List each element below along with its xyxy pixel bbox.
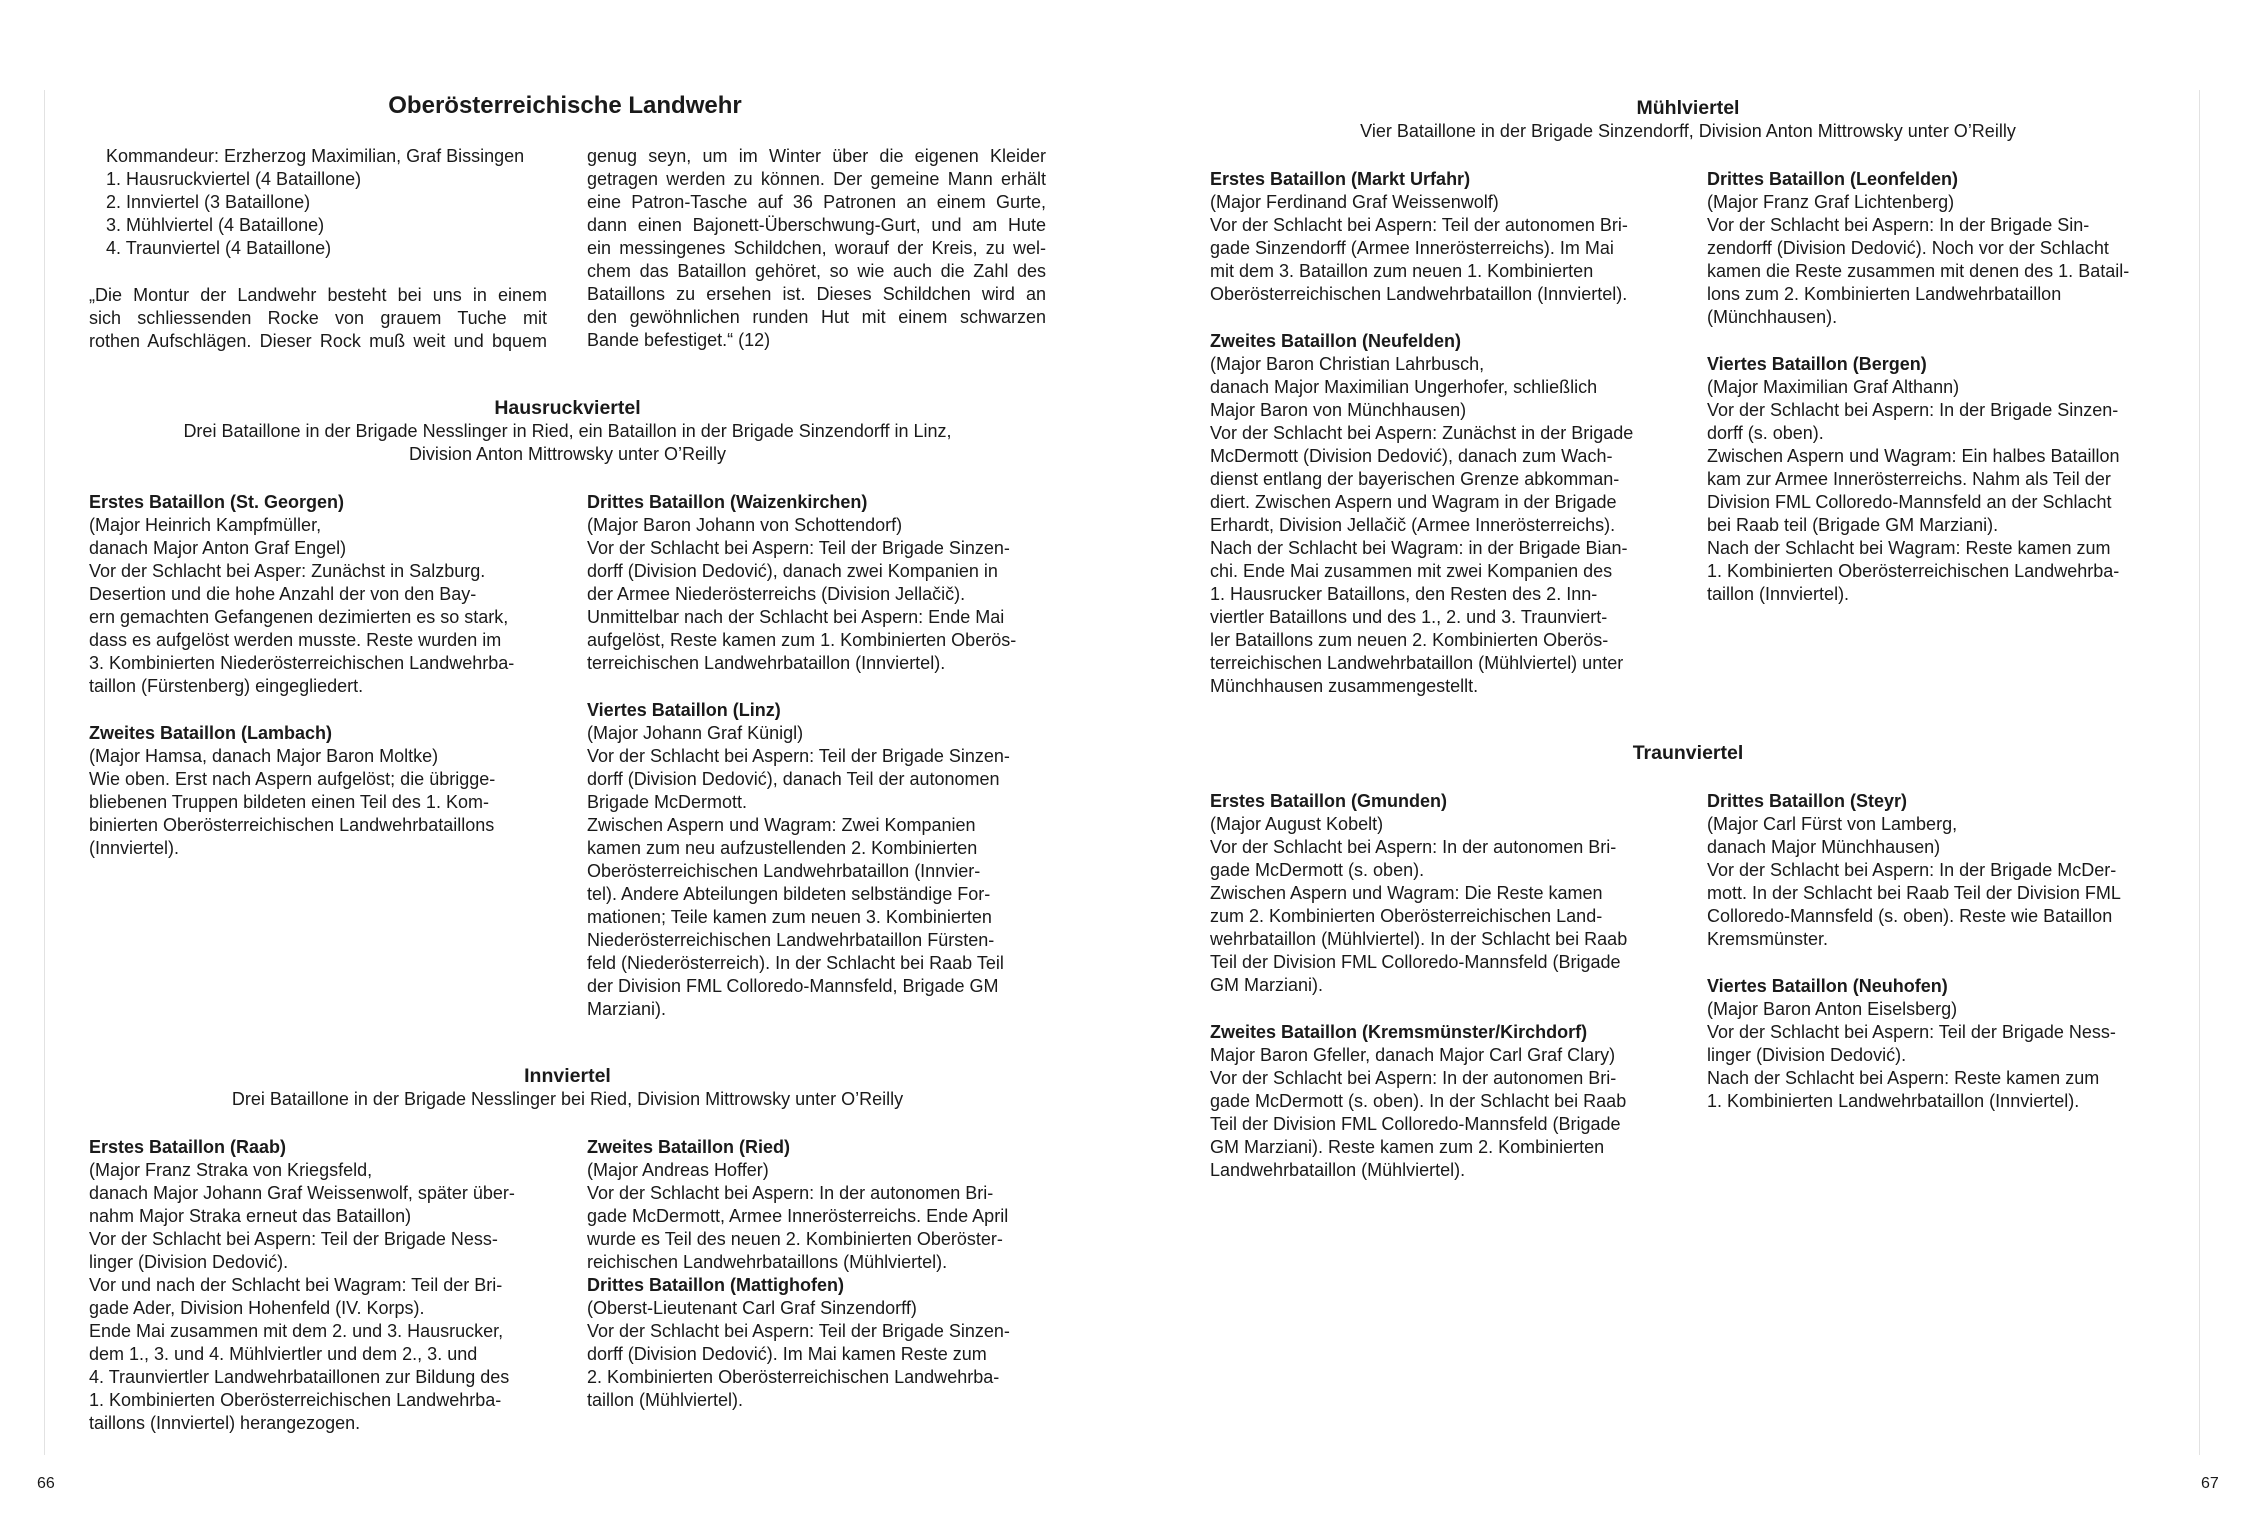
- traun-battalion-3: [1707, 790, 2167, 951]
- battalion-line: Vor der Schlacht bei Aspern: In der Brigade Sinzen-: [1707, 400, 2119, 420]
- battalion-line: Vor der Schlacht bei Aspern: In der Brigade Sin-: [1707, 215, 2090, 235]
- battalion-line: Nach der Schlacht bei Wagram: Reste kamen zum: [1707, 538, 2111, 558]
- hausruck-battalion-1: [89, 491, 549, 698]
- battalion-line: Colloredo-Mannsfeld (s. oben). Reste wie Bataillon: [1707, 906, 2113, 926]
- battalion-heading: Drittes Bataillon (Steyr): [1707, 791, 1908, 811]
- battalion-heading: Viertes Bataillon (Linz): [587, 700, 781, 720]
- quote-line: chem das Bataillon gehöret, so wie auch die Zahl des: [587, 261, 1046, 281]
- inn-battalion-2: [587, 1136, 1047, 1274]
- battalion-line: kamen zum neu aufzustellenden 2. Kombinierten: [587, 838, 978, 858]
- battalion-line: Landwehrbataillon (Mühlviertel).: [1210, 1160, 1466, 1180]
- battalion-line: 1. Kombinierten Landwehrbataillon (Innviertel).: [1707, 1091, 2080, 1111]
- battalion-line: (Innviertel).: [89, 838, 180, 858]
- battalion-line: dorff (Division Dedović). Im Mai kamen Reste zum: [587, 1344, 987, 1364]
- battalion-line: linger (Division Dedović).: [89, 1252, 289, 1272]
- intro-line: 3. Mühlviertel (4 Bataillone): [106, 215, 325, 235]
- battalion-line: (Major Carl Fürst von Lamberg,: [1707, 814, 1958, 834]
- battalion-line: Niederösterreichischen Landwehrbataillon Fürsten-: [587, 930, 995, 950]
- battalion-line: gade McDermott (s. oben).: [1210, 860, 1425, 880]
- battalion-line: viertler Bataillons und des 1., 2. und 3. Traunviert-: [1210, 607, 1608, 627]
- battalion-line: Major Baron Gfeller, danach Major Carl Graf Clary): [1210, 1045, 1616, 1065]
- muehl-battalion-4: [1707, 353, 2167, 606]
- battalion-line: 1. Hausrucker Bataillons, den Resten des 2. Inn-: [1210, 584, 1598, 604]
- battalion-line: der Division FML Colloredo-Mannsfeld, Brigade GM: [587, 976, 999, 996]
- quote-line: Bataillons zu ersehen ist. Dieses Schildchen wird an: [587, 284, 1046, 304]
- battalion-line: Zwischen Aspern und Wagram: Die Reste kamen: [1210, 883, 1603, 903]
- battalion-line: Vor der Schlacht bei Aspern: In der Brigade McDer-: [1707, 860, 2117, 880]
- battalion-line: Vor der Schlacht bei Aspern: In der autonomen Bri-: [587, 1183, 994, 1203]
- battalion-line: lons zum 2. Kombinierten Landwehrbataillon: [1707, 284, 2062, 304]
- inn-battalion-1: [89, 1136, 549, 1435]
- battalion-line: dem 1., 3. und 4. Mühlviertler und dem 2., 3. und: [89, 1344, 478, 1364]
- battalion-line: 2. Kombinierten Oberösterreichischen Landwehrba-: [587, 1367, 1000, 1387]
- battalion-line: Oberösterreichischen Landwehrbataillon (Innvier-: [587, 861, 981, 881]
- battalion-line: aufgelöst, Reste kamen zum 1. Kombinierten Oberös-: [587, 630, 1017, 650]
- battalion-line: Vor der Schlacht bei Aspern: Zunächst in der Brigade: [1210, 423, 1634, 443]
- battalion-line: Vor der Schlacht bei Asper: Zunächst in Salzburg.: [89, 561, 486, 581]
- traun-battalion-2: [1210, 1021, 1670, 1182]
- muehl-title: Mühlviertel: [1636, 97, 1740, 119]
- muehl-battalion-3: [1707, 168, 2167, 329]
- battalion-heading: Zweites Bataillon (Lambach): [89, 723, 333, 743]
- quote-line: dann einen Bajonett-Überschwung-Gurt, und am Hute: [587, 215, 1046, 235]
- battalion-line: Zwischen Aspern und Wagram: Zwei Kompanien: [587, 815, 976, 835]
- battalion-heading: Zweites Bataillon (Neufelden): [1210, 331, 1462, 351]
- page-number-right: 67: [2201, 1475, 2219, 1492]
- battalion-line: (Major Baron Johann von Schottendorf): [587, 515, 903, 535]
- battalion-line: chi. Ende Mai zusammen mit zwei Kompanien des: [1210, 561, 1613, 581]
- left-page-edge: [44, 90, 45, 1455]
- quote-line: ein messingenes Schildchen, worauf der Kreis, zu wel-: [587, 238, 1046, 258]
- battalion-line: Unmittelbar nach der Schlacht bei Aspern: Ende Mai: [587, 607, 1005, 627]
- hausruck-subtitle: Drei Bataillone in der Brigade Nesslinger in Ried, ein Bataillon in der Brigade Sinzendorff in Linz,: [183, 421, 952, 441]
- battalion-line: 4. Traunviertler Landwehrbataillonen zur Bildung des: [89, 1367, 510, 1387]
- battalion-line: binierten Oberösterreichischen Landwehrbataillons: [89, 815, 495, 835]
- battalion-line: mit dem 3. Bataillon zum neuen 1. Kombinierten: [1210, 261, 1594, 281]
- muehl-battalion-2: [1210, 330, 1670, 698]
- battalion-heading: Drittes Bataillon (Leonfelden): [1707, 169, 1959, 189]
- battalion-line: reichischen Landwehrbataillons (Mühlviertel).: [587, 1252, 948, 1272]
- hausruck-battalion-2: [89, 722, 549, 860]
- inn-section-header: [89, 1064, 1046, 1111]
- battalion-heading: Erstes Bataillon (Raab): [89, 1137, 287, 1157]
- battalion-line: dienst entlang der bayerischen Grenze abkomman-: [1210, 469, 1620, 489]
- battalion-line: gade McDermott (s. oben). In der Schlacht bei Raab: [1210, 1091, 1627, 1111]
- battalion-line: Major Baron von Münchhausen): [1210, 400, 1467, 420]
- battalion-line: 1. Kombinierten Oberösterreichischen Landwehrba-: [1707, 561, 2120, 581]
- battalion-line: dorff (Division Dedović), danach Teil der autonomen: [587, 769, 1000, 789]
- battalion-heading: Erstes Bataillon (Gmunden): [1210, 791, 1448, 811]
- battalion-line: McDermott (Division Dedović), danach zum Wach-: [1210, 446, 1613, 466]
- battalion-line: dass es aufgelöst werden musste. Reste wurden im: [89, 630, 502, 650]
- battalion-heading: Zweites Bataillon (Kremsmünster/Kirchdorf): [1210, 1022, 1588, 1042]
- battalion-line: Vor der Schlacht bei Aspern: Teil der autonomen Bri-: [1210, 215, 1628, 235]
- intro-block: [106, 145, 566, 260]
- battalion-line: taillon (Innviertel).: [1707, 584, 1850, 604]
- battalion-line: Vor der Schlacht bei Aspern: Teil der Brigade Ness-: [89, 1229, 498, 1249]
- battalion-line: kamen die Reste zusammen mit denen des 1. Batail-: [1707, 261, 2130, 281]
- battalion-heading: Erstes Bataillon (St. Georgen): [89, 492, 345, 512]
- battalion-line: (Major Baron Anton Eiselsberg): [1707, 999, 1958, 1019]
- intro-line: 2. Innviertel (3 Bataillone): [106, 192, 311, 212]
- quote-line: „Die Montur der Landwehr besteht bei uns in einem: [89, 285, 547, 305]
- battalion-line: 1. Kombinierten Oberösterreichischen Landwehrba-: [89, 1390, 502, 1410]
- battalion-line: taillons (Innviertel) herangezogen.: [89, 1413, 361, 1433]
- quote-left-column: [89, 284, 547, 353]
- battalion-heading: Drittes Bataillon (Waizenkirchen): [587, 492, 868, 512]
- hausruck-battalion-4: [587, 699, 1047, 1021]
- muehl-subtitle: Vier Bataillone in der Brigade Sinzendorff, Division Anton Mittrowsky unter O’Reilly: [1360, 121, 2016, 141]
- battalion-line: (Münchhausen).: [1707, 307, 1838, 327]
- battalion-line: linger (Division Dedović).: [1707, 1045, 1907, 1065]
- battalion-line: terreichischen Landwehrbataillon (Mühlviertel) unter: [1210, 653, 1624, 673]
- battalion-line: zum 2. Kombinierten Oberösterreichischen Land-: [1210, 906, 1603, 926]
- battalion-line: Münchhausen zusammengestellt.: [1210, 676, 1479, 696]
- battalion-line: (Major Baron Christian Lahrbusch,: [1210, 354, 1485, 374]
- battalion-line: dorff (Division Dedović), danach zwei Kompanien in: [587, 561, 998, 581]
- battalion-line: Nach der Schlacht bei Aspern: Reste kamen zum: [1707, 1068, 2100, 1088]
- battalion-line: Teil der Division FML Colloredo-Mannsfeld (Brigade: [1210, 1114, 1621, 1134]
- quote-line: getragen werden zu können. Der gemeine Mann erhält: [587, 169, 1046, 189]
- battalion-line: GM Marziani). Reste kamen zum 2. Kombinierten: [1210, 1137, 1605, 1157]
- battalion-line: (Major Hamsa, danach Major Baron Moltke): [89, 746, 439, 766]
- battalion-heading: Zweites Bataillon (Ried): [587, 1137, 791, 1157]
- battalion-line: Marziani).: [587, 999, 667, 1019]
- battalion-line: nahm Major Straka erneut das Bataillon): [89, 1206, 412, 1226]
- battalion-line: danach Major Anton Graf Engel): [89, 538, 347, 558]
- battalion-line: Erhardt, Division Jellačič (Armee Innerösterreichs).: [1210, 515, 1616, 535]
- battalion-line: Division FML Colloredo-Mannsfeld an der Schlacht: [1707, 492, 2112, 512]
- battalion-line: zendorff (Division Dedović). Noch vor der Schlacht: [1707, 238, 2109, 258]
- battalion-line: taillon (Fürstenberg) eingegliedert.: [89, 676, 364, 696]
- battalion-line: diert. Zwischen Aspern und Wagram in der Brigade: [1210, 492, 1617, 512]
- battalion-line: (Oberst-Lieutenant Carl Graf Sinzendorff): [587, 1298, 917, 1318]
- battalion-line: ler Bataillons zum neuen 2. Kombinierten Oberös-: [1210, 630, 1609, 650]
- battalion-line: Kremsmünster.: [1707, 929, 1829, 949]
- traun-section-header: [1210, 741, 2166, 765]
- battalion-line: danach Major Johann Graf Weissenwolf, später über-: [89, 1183, 515, 1203]
- battalion-line: wehrbataillon (Mühlviertel). In der Schlacht bei Raab: [1210, 929, 1628, 949]
- battalion-line: GM Marziani).: [1210, 975, 1324, 995]
- battalion-line: 3. Kombinierten Niederösterreichischen Landwehrba-: [89, 653, 515, 673]
- battalion-line: terreichischen Landwehrbataillon (Innviertel).: [587, 653, 946, 673]
- hausruck-title: Hausruckviertel: [494, 397, 641, 419]
- page-number-left: 66: [37, 1475, 55, 1492]
- battalion-line: der Armee Niederösterreichs (Division Jellačič).: [587, 584, 966, 604]
- quote-line: genug seyn, um im Winter über die eigenen Kleider: [587, 146, 1046, 166]
- traun-title: Traunviertel: [1632, 742, 1744, 764]
- battalion-line: gade Ader, Division Hohenfeld (IV. Korps).: [89, 1298, 425, 1318]
- battalion-line: (Major Franz Straka von Kriegsfeld,: [89, 1160, 373, 1180]
- battalion-heading: Erstes Bataillon (Markt Urfahr): [1210, 169, 1471, 189]
- battalion-line: Vor der Schlacht bei Aspern: Teil der Brigade Sinzen-: [587, 1321, 1010, 1341]
- battalion-line: ern gemachten Gefangenen dezimierten es so stark,: [89, 607, 509, 627]
- battalion-line: dorff (s. oben).: [1707, 423, 1824, 443]
- battalion-line: (Major August Kobelt): [1210, 814, 1384, 834]
- battalion-line: Vor der Schlacht bei Aspern: Teil der Brigade Ness-: [1707, 1022, 2116, 1042]
- battalion-line: Vor der Schlacht bei Aspern: In der autonomen Bri-: [1210, 837, 1617, 857]
- battalion-line: (Major Ferdinand Graf Weissenwolf): [1210, 192, 1499, 212]
- inn-title: Innviertel: [524, 1065, 611, 1087]
- battalion-line: Ende Mai zusammen mit dem 2. und 3. Hausrucker,: [89, 1321, 504, 1341]
- quote-line: eine Patron-Tasche auf 36 Patronen an einem Gurte,: [587, 192, 1046, 212]
- battalion-line: Vor der Schlacht bei Aspern: In der autonomen Bri-: [1210, 1068, 1617, 1088]
- battalion-line: Brigade McDermott.: [587, 792, 748, 812]
- intro-line: 4. Traunviertel (4 Bataillone): [106, 238, 332, 258]
- traun-battalion-1: [1210, 790, 1670, 997]
- battalion-line: (Major Andreas Hoffer): [587, 1160, 769, 1180]
- inn-subtitle: Drei Bataillone in der Brigade Nesslinger bei Ried, Division Mittrowsky unter O’Reilly: [231, 1089, 904, 1109]
- battalion-line: mationen; Teile kamen zum neuen 3. Kombinierten: [587, 907, 992, 927]
- battalion-line: bei Raab teil (Brigade GM Marziani).: [1707, 515, 1999, 535]
- battalion-line: gade Sinzendorff (Armee Innerösterreichs). Im Mai: [1210, 238, 1614, 258]
- battalion-line: Nach der Schlacht bei Wagram: in der Brigade Bian-: [1210, 538, 1628, 558]
- battalion-line: (Major Johann Graf Künigl): [587, 723, 804, 743]
- battalion-line: Oberösterreichischen Landwehrbataillon (Innviertel).: [1210, 284, 1628, 304]
- battalion-line: Desertion und die hohe Anzahl der von den Bay-: [89, 584, 477, 604]
- quote-line: Bande befestiget.“ (12): [587, 330, 771, 350]
- right-page-edge: [2199, 90, 2200, 1455]
- muehl-section-header: [1210, 96, 2166, 143]
- battalion-line: feld (Niederösterreich). In der Schlacht bei Raab Teil: [587, 953, 1004, 973]
- commander-line: Kommandeur: Erzherzog Maximilian, Graf Bissingen: [106, 146, 525, 166]
- intro-line: 1. Hausruckviertel (4 Bataillone): [106, 169, 362, 189]
- battalion-line: Vor und nach der Schlacht bei Wagram: Teil der Bri-: [89, 1275, 503, 1295]
- battalion-line: Vor der Schlacht bei Aspern: Teil der Brigade Sinzen-: [587, 538, 1010, 558]
- battalion-heading: Drittes Bataillon (Mattighofen): [587, 1275, 844, 1295]
- inn-battalion-3: [587, 1274, 1047, 1412]
- traun-battalion-4: [1707, 975, 2167, 1113]
- battalion-line: (Major Maximilian Graf Althann): [1707, 377, 1960, 397]
- battalion-line: kam zur Armee Innerösterreichs. Nahm als Teil der: [1707, 469, 2111, 489]
- battalion-heading: Viertes Bataillon (Bergen): [1707, 354, 1927, 374]
- quote-line: den gewöhnlichen runden Hut mit einem schwarzen: [587, 307, 1046, 327]
- quote-line: sich schliessenden Rocke von grauem Tuche mit: [89, 308, 547, 328]
- hausruck-subtitle: Division Anton Mittrowsky unter O’Reilly: [408, 444, 727, 464]
- battalion-line: wurde es Teil des neuen 2. Kombinierten Oberöster-: [587, 1229, 1003, 1249]
- battalion-line: (Major Franz Graf Lichtenberg): [1707, 192, 1955, 212]
- battalion-line: Teil der Division FML Colloredo-Mannsfeld (Brigade: [1210, 952, 1621, 972]
- battalion-line: gade McDermott, Armee Innerösterreichs. Ende April: [587, 1206, 1009, 1226]
- battalion-line: tel). Andere Abteilungen bildeten selbständige For-: [587, 884, 991, 904]
- muehl-battalion-1: [1210, 168, 1670, 306]
- battalion-line: danach Major Maximilian Ungerhofer, schließlich: [1210, 377, 1598, 397]
- hausruck-battalion-3: [587, 491, 1047, 675]
- quote-line: rothen Aufschlägen. Dieser Rock muß weit und bquem: [89, 331, 547, 351]
- quote-right-column: [587, 145, 1046, 352]
- battalion-line: Vor der Schlacht bei Aspern: Teil der Brigade Sinzen-: [587, 746, 1010, 766]
- battalion-line: danach Major Münchhausen): [1707, 837, 1941, 857]
- page-title: Oberösterreichische Landwehr: [388, 92, 742, 119]
- battalion-heading: Viertes Bataillon (Neuhofen): [1707, 976, 1948, 996]
- battalion-line: (Major Heinrich Kampfmüller,: [89, 515, 322, 535]
- battalion-line: Wie oben. Erst nach Aspern aufgelöst; die übrigge-: [89, 769, 496, 789]
- hausruck-section-header: [89, 396, 1046, 466]
- battalion-line: taillon (Mühlviertel).: [587, 1390, 744, 1410]
- battalion-line: bliebenen Truppen bildeten einen Teil des 1. Kom-: [89, 792, 489, 812]
- battalion-line: mott. In der Schlacht bei Raab Teil der Division FML: [1707, 883, 2121, 903]
- battalion-line: Zwischen Aspern und Wagram: Ein halbes Bataillon: [1707, 446, 2120, 466]
